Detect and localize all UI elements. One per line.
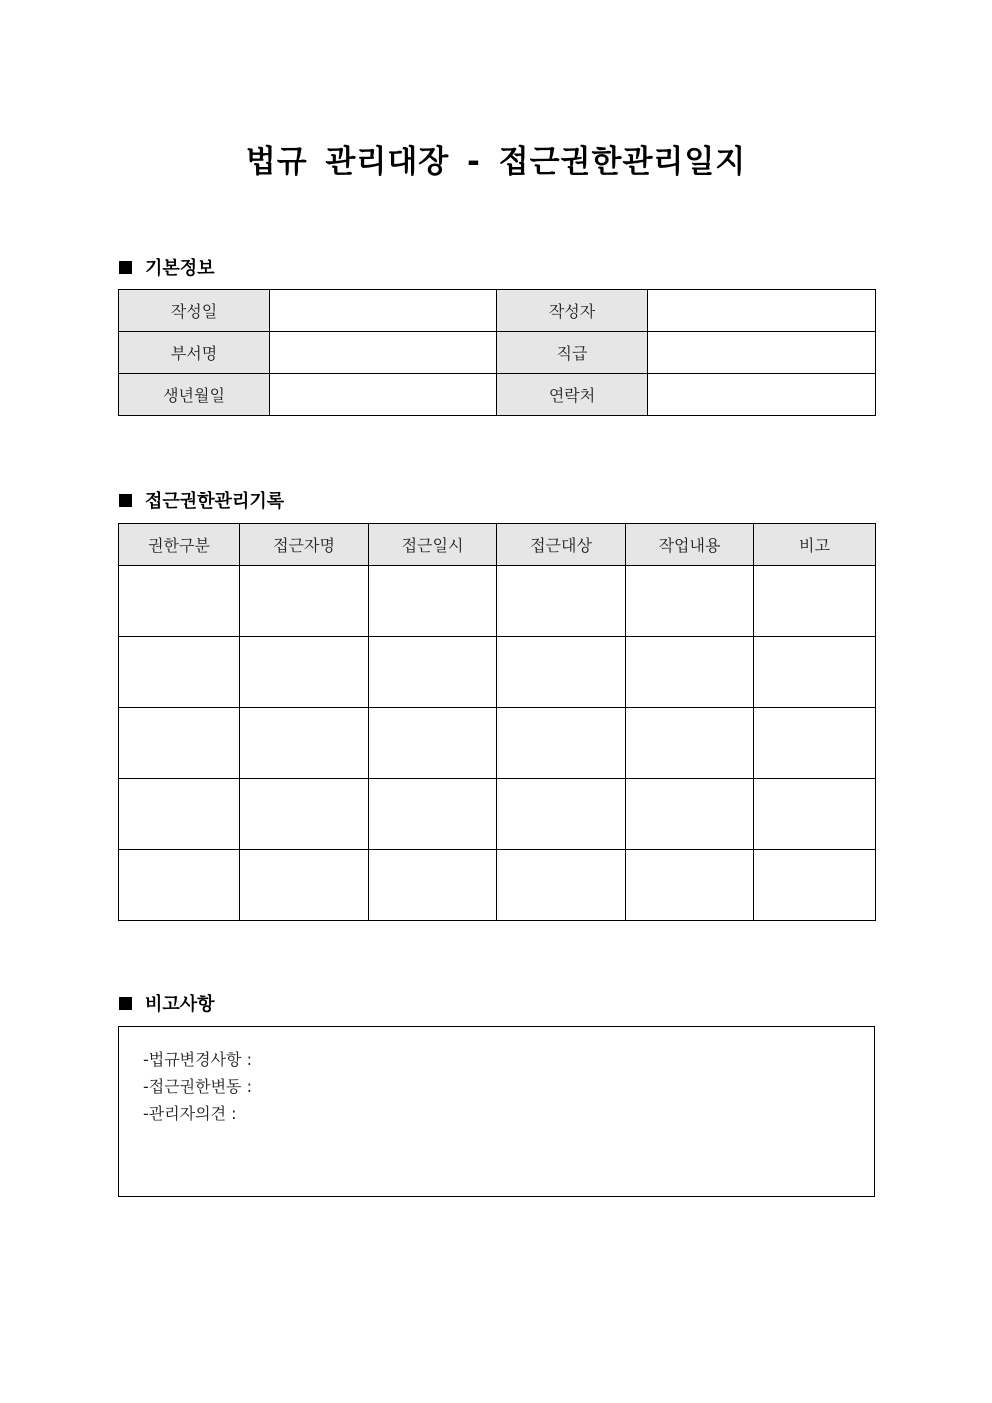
table-cell[interactable] — [626, 566, 754, 637]
table-cell[interactable] — [497, 850, 626, 921]
table-cell[interactable] — [497, 637, 626, 708]
field-created-date[interactable] — [270, 290, 497, 332]
column-header-access-target: 접근대상 — [497, 524, 626, 566]
basic-info-table — [118, 289, 876, 416]
field-contact[interactable] — [648, 374, 876, 416]
table-cell[interactable] — [240, 708, 369, 779]
column-header-access-datetime: 접근일시 — [369, 524, 497, 566]
square-bullet-icon — [119, 261, 132, 274]
remarks-line-permission-changes: -접근권한변동 : — [143, 1077, 252, 1096]
basic-info-row — [119, 374, 876, 416]
column-header-accessor-name: 접근자명 — [240, 524, 369, 566]
table-cell[interactable] — [754, 566, 876, 637]
table-row — [119, 708, 876, 779]
column-header-work-content: 작업내용 — [626, 524, 754, 566]
table-cell[interactable] — [240, 779, 369, 850]
remarks-box[interactable] — [118, 1026, 875, 1197]
field-birth-date[interactable] — [270, 374, 497, 416]
label-birth-date: 생년월일 — [119, 374, 270, 416]
basic-info-row — [119, 332, 876, 374]
label-created-date: 작성일 — [119, 290, 270, 332]
table-cell[interactable] — [626, 850, 754, 921]
remarks-line-manager-opinion: -관리자의견 : — [143, 1104, 237, 1123]
document-title: 법규 관리대장 - 접근권한관리일지 — [245, 144, 747, 180]
table-cell[interactable] — [369, 708, 497, 779]
field-position[interactable] — [648, 332, 876, 374]
table-cell[interactable] — [369, 637, 497, 708]
table-cell[interactable] — [369, 779, 497, 850]
table-cell[interactable] — [626, 708, 754, 779]
label-position: 직급 — [497, 332, 648, 374]
table-row — [119, 779, 876, 850]
basic-info-heading — [119, 254, 215, 280]
field-department[interactable] — [270, 332, 497, 374]
table-cell[interactable] — [497, 566, 626, 637]
column-header-permission-type: 권한구분 — [119, 524, 240, 566]
table-cell[interactable] — [497, 779, 626, 850]
table-cell[interactable] — [754, 850, 876, 921]
table-cell[interactable] — [240, 566, 369, 637]
table-cell[interactable] — [754, 637, 876, 708]
table-cell[interactable] — [119, 637, 240, 708]
table-header-row — [119, 524, 876, 566]
table-cell[interactable] — [119, 779, 240, 850]
table-cell[interactable] — [240, 637, 369, 708]
table-cell[interactable] — [369, 566, 497, 637]
remarks-heading-text: 비고사항 — [145, 994, 215, 1015]
label-author: 작성자 — [497, 290, 648, 332]
square-bullet-icon — [119, 494, 132, 507]
field-author[interactable] — [648, 290, 876, 332]
table-cell[interactable] — [369, 850, 497, 921]
table-cell[interactable] — [626, 779, 754, 850]
label-department: 부서명 — [119, 332, 270, 374]
table-cell[interactable] — [240, 850, 369, 921]
access-records-table — [118, 523, 876, 921]
table-row — [119, 566, 876, 637]
table-cell[interactable] — [119, 566, 240, 637]
basic-info-row — [119, 290, 876, 332]
remarks-heading — [119, 990, 215, 1016]
table-cell[interactable] — [754, 708, 876, 779]
label-contact: 연락처 — [497, 374, 648, 416]
access-records-heading-text: 접근권한관리기록 — [145, 491, 285, 512]
table-row — [119, 850, 876, 921]
access-records-heading — [119, 487, 284, 513]
remarks-line-law-changes: -법규변경사항 : — [143, 1050, 252, 1069]
table-cell[interactable] — [497, 708, 626, 779]
basic-info-heading-text: 기본정보 — [145, 258, 215, 279]
square-bullet-icon — [119, 997, 132, 1010]
table-cell[interactable] — [119, 708, 240, 779]
table-cell[interactable] — [754, 779, 876, 850]
column-header-note: 비고 — [754, 524, 876, 566]
table-cell[interactable] — [626, 637, 754, 708]
table-row — [119, 637, 876, 708]
table-cell[interactable] — [119, 850, 240, 921]
